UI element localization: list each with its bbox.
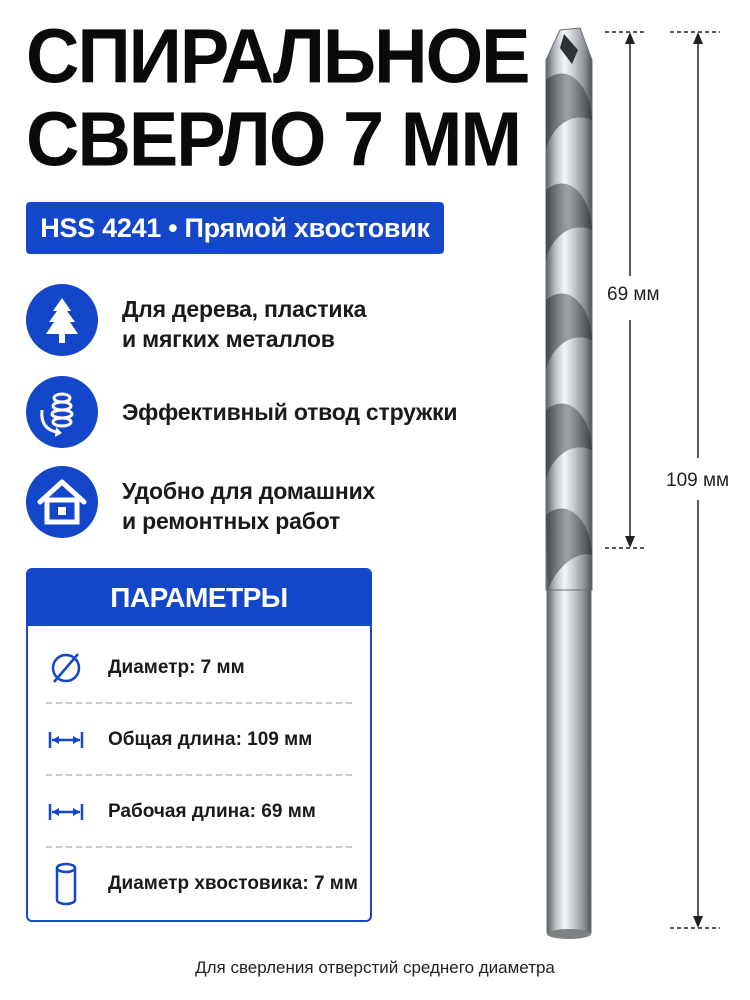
param-row-shank-diameter <box>28 848 370 920</box>
tree-icon <box>26 284 98 356</box>
parameters-header: ПАРАМЕТРЫ <box>28 570 370 626</box>
feature-icon-circle <box>26 376 98 448</box>
feature-icon-circle <box>26 284 98 356</box>
cylinder-icon <box>44 860 88 908</box>
param-text: Диаметр: 7 мм <box>108 657 245 678</box>
parameters-panel <box>26 568 372 922</box>
footer-caption: Для сверления отверстий среднего диаметра <box>195 958 555 977</box>
param-row-diameter <box>28 632 370 704</box>
param-row-working-length <box>28 776 370 848</box>
title-line-2: СВЕРЛО 7 ММ <box>26 95 520 183</box>
feature-item-wood <box>26 284 546 364</box>
product-title <box>26 12 546 183</box>
length-arrow-icon <box>44 722 88 758</box>
feature-item-chip-removal <box>26 376 546 456</box>
feature-text: Эффективный отвод стружки <box>122 399 458 425</box>
length-arrow-icon <box>44 794 88 830</box>
spiral-chip-icon <box>26 376 98 448</box>
total-length-label: 109 мм <box>666 470 730 491</box>
working-length-label: 69 мм <box>607 284 660 305</box>
param-text: Общая длина: 109 мм <box>108 729 313 750</box>
house-icon <box>26 466 98 538</box>
param-text: Диаметр хвостовика: 7 мм <box>108 873 358 894</box>
diameter-icon <box>44 650 88 686</box>
param-text: Рабочая длина: 69 мм <box>108 801 316 822</box>
param-row-total-length <box>28 704 370 776</box>
feature-text: Удобно для домашних и ремонтных работ <box>122 478 376 534</box>
material-badge: HSS 4241 • Прямой хвостовик <box>26 202 444 254</box>
feature-icon-circle <box>26 466 98 538</box>
feature-item-home <box>26 466 546 546</box>
title-line-1: СПИРАЛЬНОЕ <box>26 12 529 100</box>
feature-text: Для дерева, пластика и мягких металлов <box>122 296 367 352</box>
